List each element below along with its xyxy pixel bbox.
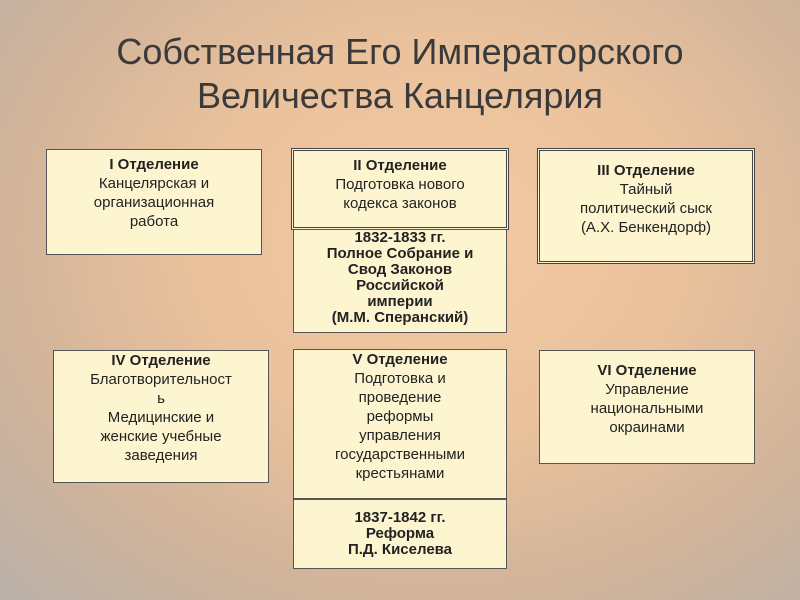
department-3-line-2: политический сыск bbox=[579, 200, 712, 217]
department-2-line-2: кодекса законов bbox=[343, 195, 457, 212]
note-2-line-1: 1837-1842 гг. bbox=[354, 509, 446, 526]
note-1-line-2: Полное Собрание и bbox=[326, 245, 474, 262]
department-6-line-3: окраинами bbox=[609, 419, 685, 436]
note-box-kiselev bbox=[293, 499, 507, 569]
department-4-line-5: заведения bbox=[124, 447, 198, 464]
department-1-heading: I Отделение bbox=[109, 156, 199, 173]
department-box-3 bbox=[537, 148, 755, 264]
title-line-1: Собственная Его Императорского bbox=[116, 31, 684, 72]
note-2-line-3: П.Д. Киселева bbox=[347, 541, 453, 558]
note-1-line-4: Российской bbox=[356, 277, 444, 294]
department-6-heading: VI Отделение bbox=[597, 362, 697, 379]
department-5-line-3: реформы bbox=[366, 408, 434, 425]
department-4-line-2: ь bbox=[157, 390, 165, 407]
department-1-line-1: Канцелярская и bbox=[98, 175, 210, 192]
note-1-line-5: империи bbox=[367, 293, 433, 310]
department-4-line-4: женские учебные bbox=[100, 428, 222, 445]
note-1-line-1: 1832-1833 гг. bbox=[354, 229, 446, 246]
note-box-speransky bbox=[293, 229, 507, 333]
slide-title bbox=[0, 30, 800, 118]
department-5-line-5: государственными bbox=[335, 446, 465, 463]
note-1-line-6: (М.М. Сперанский) bbox=[331, 309, 469, 326]
department-box-5 bbox=[293, 349, 507, 499]
department-1-line-2: организационная bbox=[93, 194, 215, 211]
department-box-2 bbox=[291, 148, 509, 230]
department-4-line-1: Благотворительност bbox=[90, 371, 232, 388]
department-2-heading: II Отделение bbox=[353, 157, 447, 174]
department-2-line-1: Подготовка нового bbox=[335, 176, 465, 193]
department-5-heading: V Отделение bbox=[352, 351, 448, 368]
department-5-line-1: Подготовка и bbox=[354, 370, 446, 387]
department-box-6 bbox=[539, 350, 755, 464]
department-5-line-2: проведение bbox=[358, 389, 442, 406]
note-2-line-2: Реформа bbox=[365, 525, 435, 542]
department-5-line-4: управления bbox=[359, 427, 441, 444]
department-box-1 bbox=[46, 149, 262, 255]
department-box-4 bbox=[53, 350, 269, 483]
department-3-heading: III Отделение bbox=[597, 162, 695, 179]
note-1-line-3: Свод Законов bbox=[347, 261, 453, 278]
department-3-line-1: Тайный bbox=[619, 181, 673, 198]
department-5-line-6: крестьянами bbox=[355, 465, 445, 482]
department-4-line-3: Медицинские и bbox=[107, 409, 215, 426]
department-6-line-1: Управление bbox=[605, 381, 689, 398]
department-3-line-3: (А.Х. Бенкендорф) bbox=[580, 219, 712, 236]
title-line-2: Величества Канцелярия bbox=[196, 75, 603, 116]
department-4-heading: IV Отделение bbox=[111, 352, 211, 369]
department-1-line-3: работа bbox=[129, 213, 179, 230]
department-6-line-2: национальными bbox=[590, 400, 704, 417]
